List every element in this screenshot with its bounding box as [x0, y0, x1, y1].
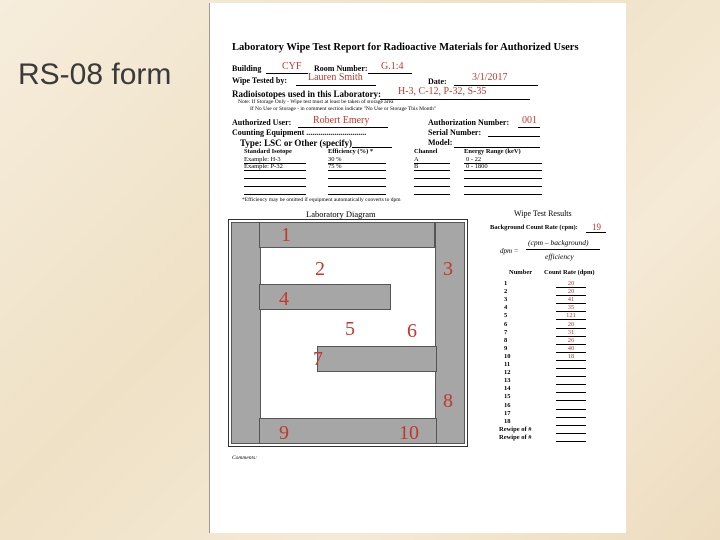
result-count-rate	[556, 418, 586, 426]
result-number: 17	[504, 409, 511, 417]
result-count-rate	[556, 410, 586, 418]
result-number: 6	[504, 320, 508, 328]
col-channel: Channel	[414, 148, 438, 155]
result-count-rate: 20	[556, 280, 586, 288]
table-cell: A	[414, 156, 419, 163]
radioisotopes-value: H-3, C-12, P-32, S-35	[398, 86, 487, 97]
authorized-user-value: Robert Emery	[313, 115, 370, 126]
table-cell: 0 - 1800	[466, 163, 488, 170]
date-label: Date:	[428, 77, 447, 86]
result-number: Rewipe of #	[499, 433, 532, 441]
result-count-rate	[556, 402, 586, 410]
background-value: 19	[592, 222, 601, 232]
form-title: Laboratory Wipe Test Report for Radioactive Materials for Authorized Users	[232, 42, 579, 53]
result-count-rate	[556, 385, 586, 393]
diagram-title: Laboratory Diagram	[306, 209, 376, 219]
building-value: CYF	[282, 61, 302, 72]
auth-number-value: 001	[522, 115, 537, 126]
lab-bench	[231, 222, 261, 444]
type-label: Type: LSC or Other (specify)	[240, 138, 352, 148]
results-title: Wipe Test Results	[514, 209, 572, 218]
slide-title: RS-08 form	[18, 58, 172, 91]
result-number: 2	[504, 288, 508, 296]
location-number: 10	[399, 422, 419, 444]
date-value: 3/1/2017	[472, 72, 508, 83]
lab-bench	[317, 346, 437, 372]
result-number: 15	[504, 393, 511, 401]
result-number: 5	[504, 312, 508, 320]
result-number: 9	[504, 344, 508, 352]
note-line-1: Note: If Storage Only - Wipe test must at least be taken of storage area	[238, 99, 394, 105]
result-count-rate	[556, 369, 586, 377]
comments-label: Comments:	[232, 455, 258, 461]
building-label: Building	[232, 64, 262, 73]
table-cell: 75 %	[328, 163, 342, 170]
location-number: 1	[281, 224, 291, 246]
authorized-user-label: Authorized User:	[232, 118, 292, 127]
result-number: 1	[504, 280, 508, 287]
results-col-rate: Count Rate (dpm)	[544, 269, 595, 276]
result-number: 10	[504, 352, 511, 360]
result-number: 8	[504, 336, 508, 344]
efficiency-note: *Efficiency may be omitted if equipment automatically converts to dpm	[242, 197, 401, 203]
table-cell: 0 - 22	[466, 156, 482, 163]
location-number: 7	[313, 348, 323, 370]
result-number: 13	[504, 377, 511, 385]
location-number: 2	[315, 258, 325, 280]
auth-number-label: Authorization Number:	[428, 118, 510, 127]
result-count-rate	[556, 361, 586, 369]
tested-by-label: Wipe Tested by:	[232, 76, 287, 85]
col-energy-range: Energy Range (keV)	[464, 148, 521, 155]
result-count-rate	[556, 377, 586, 385]
table-cell: B	[414, 163, 419, 170]
formula-lhs: dpm =	[500, 247, 519, 255]
result-number: 14	[504, 385, 511, 393]
serial-label: Serial Number:	[428, 128, 482, 137]
location-number: 3	[443, 258, 453, 280]
results-col-number: Number	[509, 269, 533, 276]
location-number: 8	[443, 390, 453, 412]
counting-equipment-label: Counting Equipment ..............................	[232, 128, 367, 137]
result-count-rate: 121	[556, 312, 586, 320]
result-number: 7	[504, 328, 508, 336]
result-count-rate: 26	[556, 337, 586, 345]
formula-numerator: (cpm – background)	[528, 238, 589, 247]
location-number: 9	[279, 422, 289, 444]
result-count-rate: 20	[556, 321, 586, 329]
result-count-rate: 40	[556, 345, 586, 353]
result-count-rate: 41	[556, 296, 586, 304]
result-count-rate: 18	[556, 353, 586, 361]
result-number: 12	[504, 369, 511, 377]
result-number: Rewipe of #	[499, 425, 532, 433]
result-count-rate: 20	[556, 288, 586, 296]
location-number: 4	[279, 288, 289, 310]
col-standard-isotope: Standard Isotope	[244, 148, 292, 155]
room-label: Room Number:	[314, 64, 368, 73]
col-efficiency: Efficiency (%) *	[328, 148, 374, 155]
table-cell: Example: P-32	[244, 163, 283, 170]
result-number: 11	[504, 361, 511, 368]
result-number: 16	[504, 401, 511, 409]
result-count-rate: 35	[556, 304, 586, 312]
note-line-2: If No Use or Storage - in comment section indicate "No Use or Storage This Month"	[250, 106, 437, 112]
room-value: G.1:4	[381, 61, 404, 72]
table-cell: 30 %	[328, 156, 342, 163]
table-cell: Example: H-3	[244, 156, 281, 163]
tested-by-value: Lauren Smith	[308, 72, 363, 83]
laboratory-diagram	[228, 219, 468, 447]
background-label: Background Count Rate (cpm):	[490, 224, 578, 231]
result-count-rate	[556, 393, 586, 401]
model-label: Model:	[428, 138, 453, 147]
result-number: 3	[504, 296, 508, 304]
result-count-rate	[556, 434, 586, 442]
radioisotopes-label: Radioisotopes used in this Laboratory:	[232, 89, 382, 99]
result-count-rate: 31	[556, 329, 586, 337]
wipe-test-form	[209, 3, 626, 533]
location-number: 6	[407, 320, 417, 342]
location-number: 5	[345, 318, 355, 340]
formula-denominator: efficiency	[545, 252, 574, 261]
result-count-rate	[556, 426, 586, 434]
result-number: 18	[504, 417, 511, 425]
result-number: 4	[504, 304, 508, 312]
